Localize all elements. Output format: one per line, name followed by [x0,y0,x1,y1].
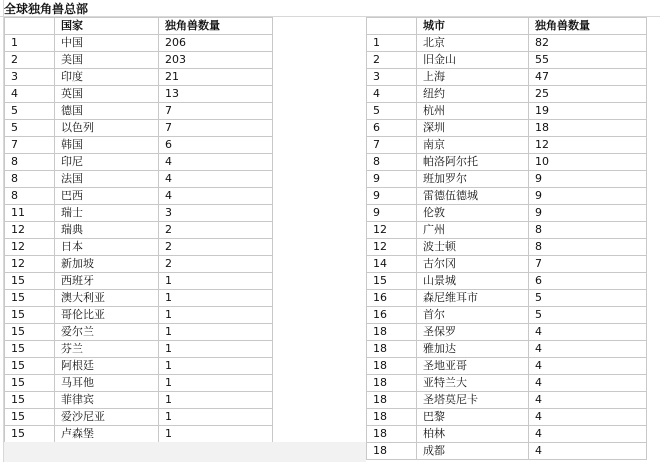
name-cell: 日本 [55,239,159,256]
rank-cell: 7 [367,137,417,154]
name-cell: 印尼 [55,154,159,171]
table-row [367,273,647,290]
name-cell: 印度 [55,69,159,86]
count-cell: 1 [159,273,273,290]
rank-cell: 18 [367,426,417,443]
rank-cell: 12 [5,256,55,273]
rank-cell: 12 [367,222,417,239]
name-cell: 柏林 [417,426,529,443]
count-cell: 9 [529,205,647,222]
name-cell: 中国 [55,35,159,52]
table-row [5,239,273,256]
count-cell: 7 [159,120,273,137]
rank-cell: 18 [367,324,417,341]
name-cell: 以色列 [55,120,159,137]
rank-cell: 5 [5,103,55,120]
table-row [5,188,273,205]
rank-cell: 18 [367,375,417,392]
count-cell: 4 [159,188,273,205]
table-row [367,409,647,426]
count-cell: 19 [529,103,647,120]
table-row [5,426,273,443]
table-row [367,188,647,205]
count-cell: 6 [159,137,273,154]
count-cell: 2 [159,222,273,239]
count-cell: 7 [529,256,647,273]
name-cell: 爱尔兰 [55,324,159,341]
rank-cell: 15 [5,375,55,392]
rank-cell: 15 [5,392,55,409]
count-cell: 82 [529,35,647,52]
name-cell: 山景城 [417,273,529,290]
name-cell: 圣塔莫尼卡 [417,392,529,409]
column-header [5,18,55,35]
table-row [5,103,273,120]
name-cell: 森尼维耳市 [417,290,529,307]
name-cell: 新加坡 [55,256,159,273]
name-cell: 雅加达 [417,341,529,358]
name-cell: 巴黎 [417,409,529,426]
count-cell: 4 [529,358,647,375]
rank-cell: 8 [5,154,55,171]
table-row [367,35,647,52]
rank-cell: 4 [367,86,417,103]
name-cell: 雷德伍德城 [417,188,529,205]
name-cell: 南京 [417,137,529,154]
header-row [367,18,647,35]
name-cell: 班加罗尔 [417,171,529,188]
count-cell: 1 [159,426,273,443]
count-cell: 8 [529,239,647,256]
count-cell: 4 [529,409,647,426]
table-row [5,154,273,171]
table-row [5,86,273,103]
table-row [5,375,273,392]
rank-cell: 4 [5,86,55,103]
rank-cell: 15 [5,358,55,375]
column-header [367,18,417,35]
rank-cell: 8 [5,188,55,205]
name-cell: 深圳 [417,120,529,137]
table-row [5,137,273,154]
rank-cell: 15 [5,324,55,341]
table-row [367,256,647,273]
count-cell: 1 [159,358,273,375]
rank-cell: 16 [367,307,417,324]
name-cell: 旧金山 [417,52,529,69]
count-cell: 2 [159,239,273,256]
rank-cell: 5 [367,103,417,120]
count-cell: 9 [529,188,647,205]
rank-cell: 15 [5,409,55,426]
table-row [367,154,647,171]
name-cell: 澳大利亚 [55,290,159,307]
name-cell: 德国 [55,103,159,120]
table-row [367,324,647,341]
table-row [5,409,273,426]
rank-cell: 8 [367,154,417,171]
count-cell: 10 [529,154,647,171]
count-cell: 25 [529,86,647,103]
name-cell: 芬兰 [55,341,159,358]
name-cell: 法国 [55,171,159,188]
country-table [4,17,273,443]
rank-cell: 15 [5,426,55,443]
name-cell: 帕洛阿尔托 [417,154,529,171]
rank-cell: 14 [367,256,417,273]
count-cell: 1 [159,392,273,409]
table-row [5,256,273,273]
table-row [367,69,647,86]
count-cell: 4 [159,171,273,188]
count-cell: 8 [529,222,647,239]
rank-cell: 7 [5,137,55,154]
name-cell: 西班牙 [55,273,159,290]
rank-cell: 1 [5,35,55,52]
rank-cell: 9 [367,171,417,188]
name-cell: 纽约 [417,86,529,103]
table-row [367,103,647,120]
rank-cell: 18 [367,409,417,426]
name-cell: 亚特兰大 [417,375,529,392]
table-row [5,222,273,239]
name-cell: 广州 [417,222,529,239]
name-cell: 圣保罗 [417,324,529,341]
column-header: 独角兽数量 [529,18,647,35]
count-cell: 12 [529,137,647,154]
table-row [5,205,273,222]
rank-cell: 12 [5,239,55,256]
name-cell: 卢森堡 [55,426,159,443]
rank-cell: 18 [367,443,417,460]
table-row [5,341,273,358]
count-cell: 5 [529,307,647,324]
header-row [5,18,273,35]
count-cell: 55 [529,52,647,69]
count-cell: 7 [159,103,273,120]
table-row [367,392,647,409]
table-row [5,120,273,137]
empty-area [4,442,366,462]
table-row [367,375,647,392]
name-cell: 成都 [417,443,529,460]
table-row [5,69,273,86]
name-cell: 爱沙尼亚 [55,409,159,426]
rank-cell: 16 [367,290,417,307]
table-row [5,307,273,324]
rank-cell: 8 [5,171,55,188]
name-cell: 英国 [55,86,159,103]
rank-cell: 3 [5,69,55,86]
count-cell: 6 [529,273,647,290]
table-row [367,86,647,103]
rank-cell: 2 [5,52,55,69]
name-cell: 阿根廷 [55,358,159,375]
count-cell: 4 [159,154,273,171]
name-cell: 巴西 [55,188,159,205]
rank-cell: 3 [367,69,417,86]
rank-cell: 12 [367,239,417,256]
count-cell: 1 [159,409,273,426]
table-row [5,35,273,52]
rank-cell: 12 [5,222,55,239]
rank-cell: 9 [367,188,417,205]
city-table [366,17,647,460]
table-row [5,392,273,409]
name-cell: 瑞典 [55,222,159,239]
table-row [5,52,273,69]
count-cell: 203 [159,52,273,69]
table-row [367,222,647,239]
count-cell: 4 [529,426,647,443]
rank-cell: 15 [5,307,55,324]
name-cell: 伦敦 [417,205,529,222]
name-cell: 上海 [417,69,529,86]
rank-cell: 5 [5,120,55,137]
name-cell: 瑞士 [55,205,159,222]
table-row [5,358,273,375]
rank-cell: 15 [5,273,55,290]
count-cell: 3 [159,205,273,222]
name-cell: 马耳他 [55,375,159,392]
name-cell: 圣地亚哥 [417,358,529,375]
table-row [367,171,647,188]
empty-column [272,17,366,462]
table-row [367,426,647,443]
count-cell: 1 [159,375,273,392]
table-row [367,358,647,375]
column-header: 独角兽数量 [159,18,273,35]
name-cell: 杭州 [417,103,529,120]
rank-cell: 6 [367,120,417,137]
count-cell: 21 [159,69,273,86]
count-cell: 1 [159,307,273,324]
table-row [367,239,647,256]
name-cell: 古尔冈 [417,256,529,273]
rank-cell: 15 [5,290,55,307]
rank-cell: 18 [367,341,417,358]
rank-cell: 11 [5,205,55,222]
rank-cell: 1 [367,35,417,52]
count-cell: 4 [529,375,647,392]
name-cell: 首尔 [417,307,529,324]
table-row [5,324,273,341]
name-cell: 美国 [55,52,159,69]
count-cell: 4 [529,341,647,358]
rank-cell: 15 [367,273,417,290]
rank-cell: 15 [5,341,55,358]
table-row [367,290,647,307]
name-cell: 韩国 [55,137,159,154]
table-row [5,273,273,290]
count-cell: 4 [529,324,647,341]
table-row [367,443,647,460]
rank-cell: 18 [367,358,417,375]
name-cell: 菲律宾 [55,392,159,409]
name-cell: 北京 [417,35,529,52]
sheet-title: 全球独角兽总部 [4,2,89,16]
count-cell: 18 [529,120,647,137]
count-cell: 206 [159,35,273,52]
table-row [367,137,647,154]
rank-cell: 9 [367,205,417,222]
count-cell: 47 [529,69,647,86]
count-cell: 1 [159,290,273,307]
count-cell: 2 [159,256,273,273]
count-cell: 5 [529,290,647,307]
table-row [367,120,647,137]
table-row [5,171,273,188]
name-cell: 波士顿 [417,239,529,256]
rank-cell: 18 [367,392,417,409]
table-row [367,205,647,222]
count-cell: 4 [529,443,647,460]
table-row [5,290,273,307]
count-cell: 1 [159,324,273,341]
count-cell: 13 [159,86,273,103]
table-row [367,341,647,358]
column-header: 国家 [55,18,159,35]
name-cell: 哥伦比亚 [55,307,159,324]
table-row [367,307,647,324]
column-header: 城市 [417,18,529,35]
count-cell: 4 [529,392,647,409]
table-row [367,52,647,69]
count-cell: 9 [529,171,647,188]
rank-cell: 2 [367,52,417,69]
count-cell: 1 [159,341,273,358]
